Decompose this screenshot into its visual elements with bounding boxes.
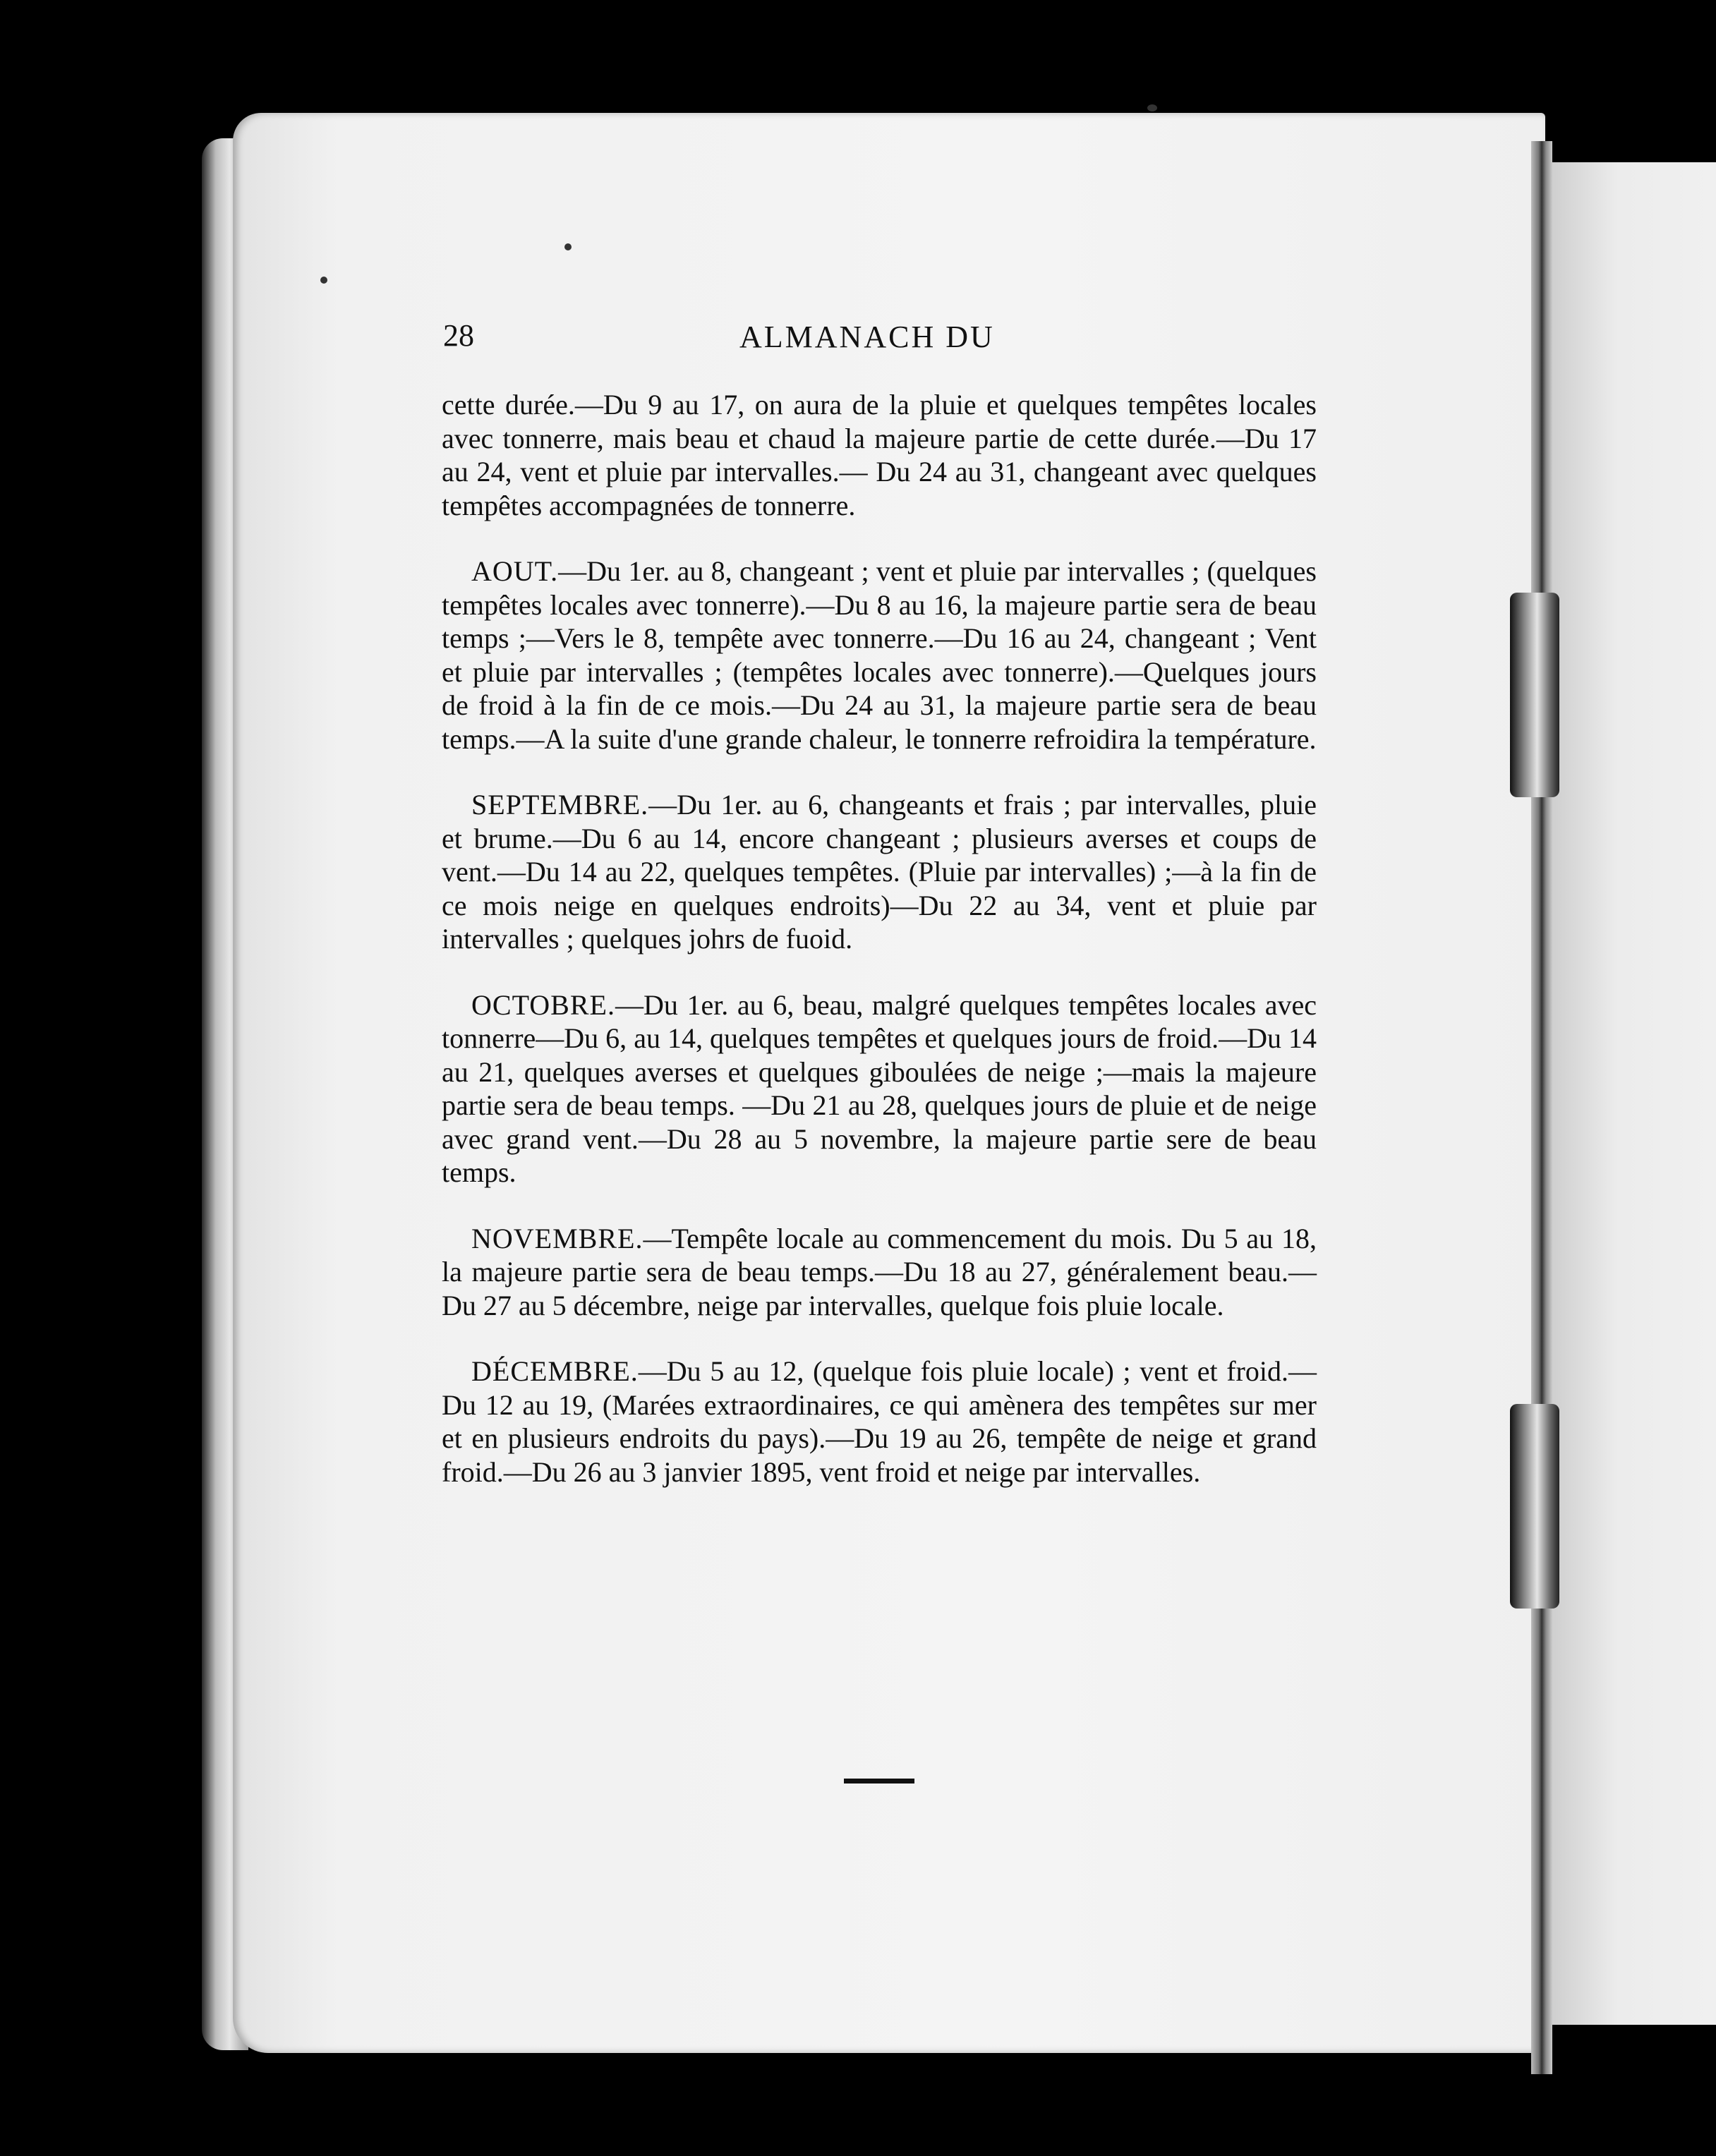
paragraph-text: —Tempête locale au commencement du mois. Du 5 au 18, la majeure partie sera de beau temps.—Du 18 au 27, généralement beau.—Du 27 au 5 décembre, neige par intervalles, quelque fois pluie locale. [442,1222,1317,1321]
paragraph-aout [442,555,1317,756]
month-heading: AOUT. [471,555,559,587]
ink-speck [1147,104,1157,111]
month-heading: NOVEMBRE. [471,1222,644,1254]
page-number: 28 [443,318,474,353]
paragraph-decembre [442,1355,1317,1489]
paragraph-octobre [442,988,1317,1189]
end-rule [844,1779,914,1783]
text-block [442,388,1317,1489]
month-heading: SEPTEMBRE. [471,789,649,820]
binding-tape-lower [1510,1404,1559,1609]
paragraph-continuation [442,388,1317,522]
running-head [443,317,1318,360]
paragraph-text: —Du 5 au 12, (quelque fois pluie locale) ; vent et froid.—Du 12 au 19, (Marées extraordinaires, ce qui amènera des tempêtes sur mer et en plusieurs endroits du pays).—Du 19 au 26, tempête de neige et grand froid.—Du 26 au 3 janvier 1895, vent froid et neige par intervalles. [442,1355,1317,1488]
paragraph-text: —Du 1er. au 6, beau, malgré quelques tempêtes locales avec tonnerre—Du 6, au 14, quelques tempêtes et quelques jours de froid.—Du 14 au 21, quelques averses et quelques giboulées de neige ;—mais la majeure partie sera de beau temps. —Du 21 au 28, quelques jours de pluie et de neige avec grand vent.—Du 28 au 5 novembre, la majeure partie sere de beau temps. [442,988,1317,1188]
paragraph-novembre [442,1222,1317,1323]
paragraph-text: —Du 1er. au 6, changeants et frais ; par intervalles, pluie et brume.—Du 6 au 14, encore changeant ; plusieurs averses et coups de vent.—Du 14 au 22, quelques tempêtes. (Pluie par intervalles) ;—à la fin de ce mois neige en quelques endroits)—Du 22 au 34, vent et pluie par intervalles ; quelques johrs de fuoid. [442,789,1317,955]
facing-page [1552,162,1716,2025]
header-title: ALMANACH DU [739,320,995,354]
paragraph-text: —Du 1er. au 8, changeant ; vent et pluie par intervalles ; (quelques tempêtes locales avec tonnerre).—Du 8 au 16, la majeure partie sera de beau temps ;—Vers le 8, tempête avec tonnerre.—Du 16 au 24, changeant ; Vent et pluie par intervalles ; (tempêtes locales avec tonnerre).—Quelques jours de froid à la fin de ce mois.—Du 24 au 31, la majeure partie sera de beau temps.—A la suite d'une grande chaleur, le tonnerre refroidira la température. [442,555,1317,755]
ink-speck [564,243,572,250]
paragraph-septembre [442,788,1317,956]
binding-tape-upper [1510,593,1559,797]
ink-speck [320,277,327,284]
book-spine [1531,141,1552,2074]
month-heading: OCTOBRE. [471,988,615,1021]
month-heading: DÉCEMBRE. [471,1355,639,1387]
paragraph-text: cette durée.—Du 9 au 17, on aura de la pluie et quelques tempêtes locales avec tonnerre, mais beau et chaud la majeure partie de cette durée.—Du 17 au 24, vent et pluie par intervalles.— Du 24 au 31, changeant avec quelques tempêtes accompagnées de tonnerre. [442,389,1317,521]
